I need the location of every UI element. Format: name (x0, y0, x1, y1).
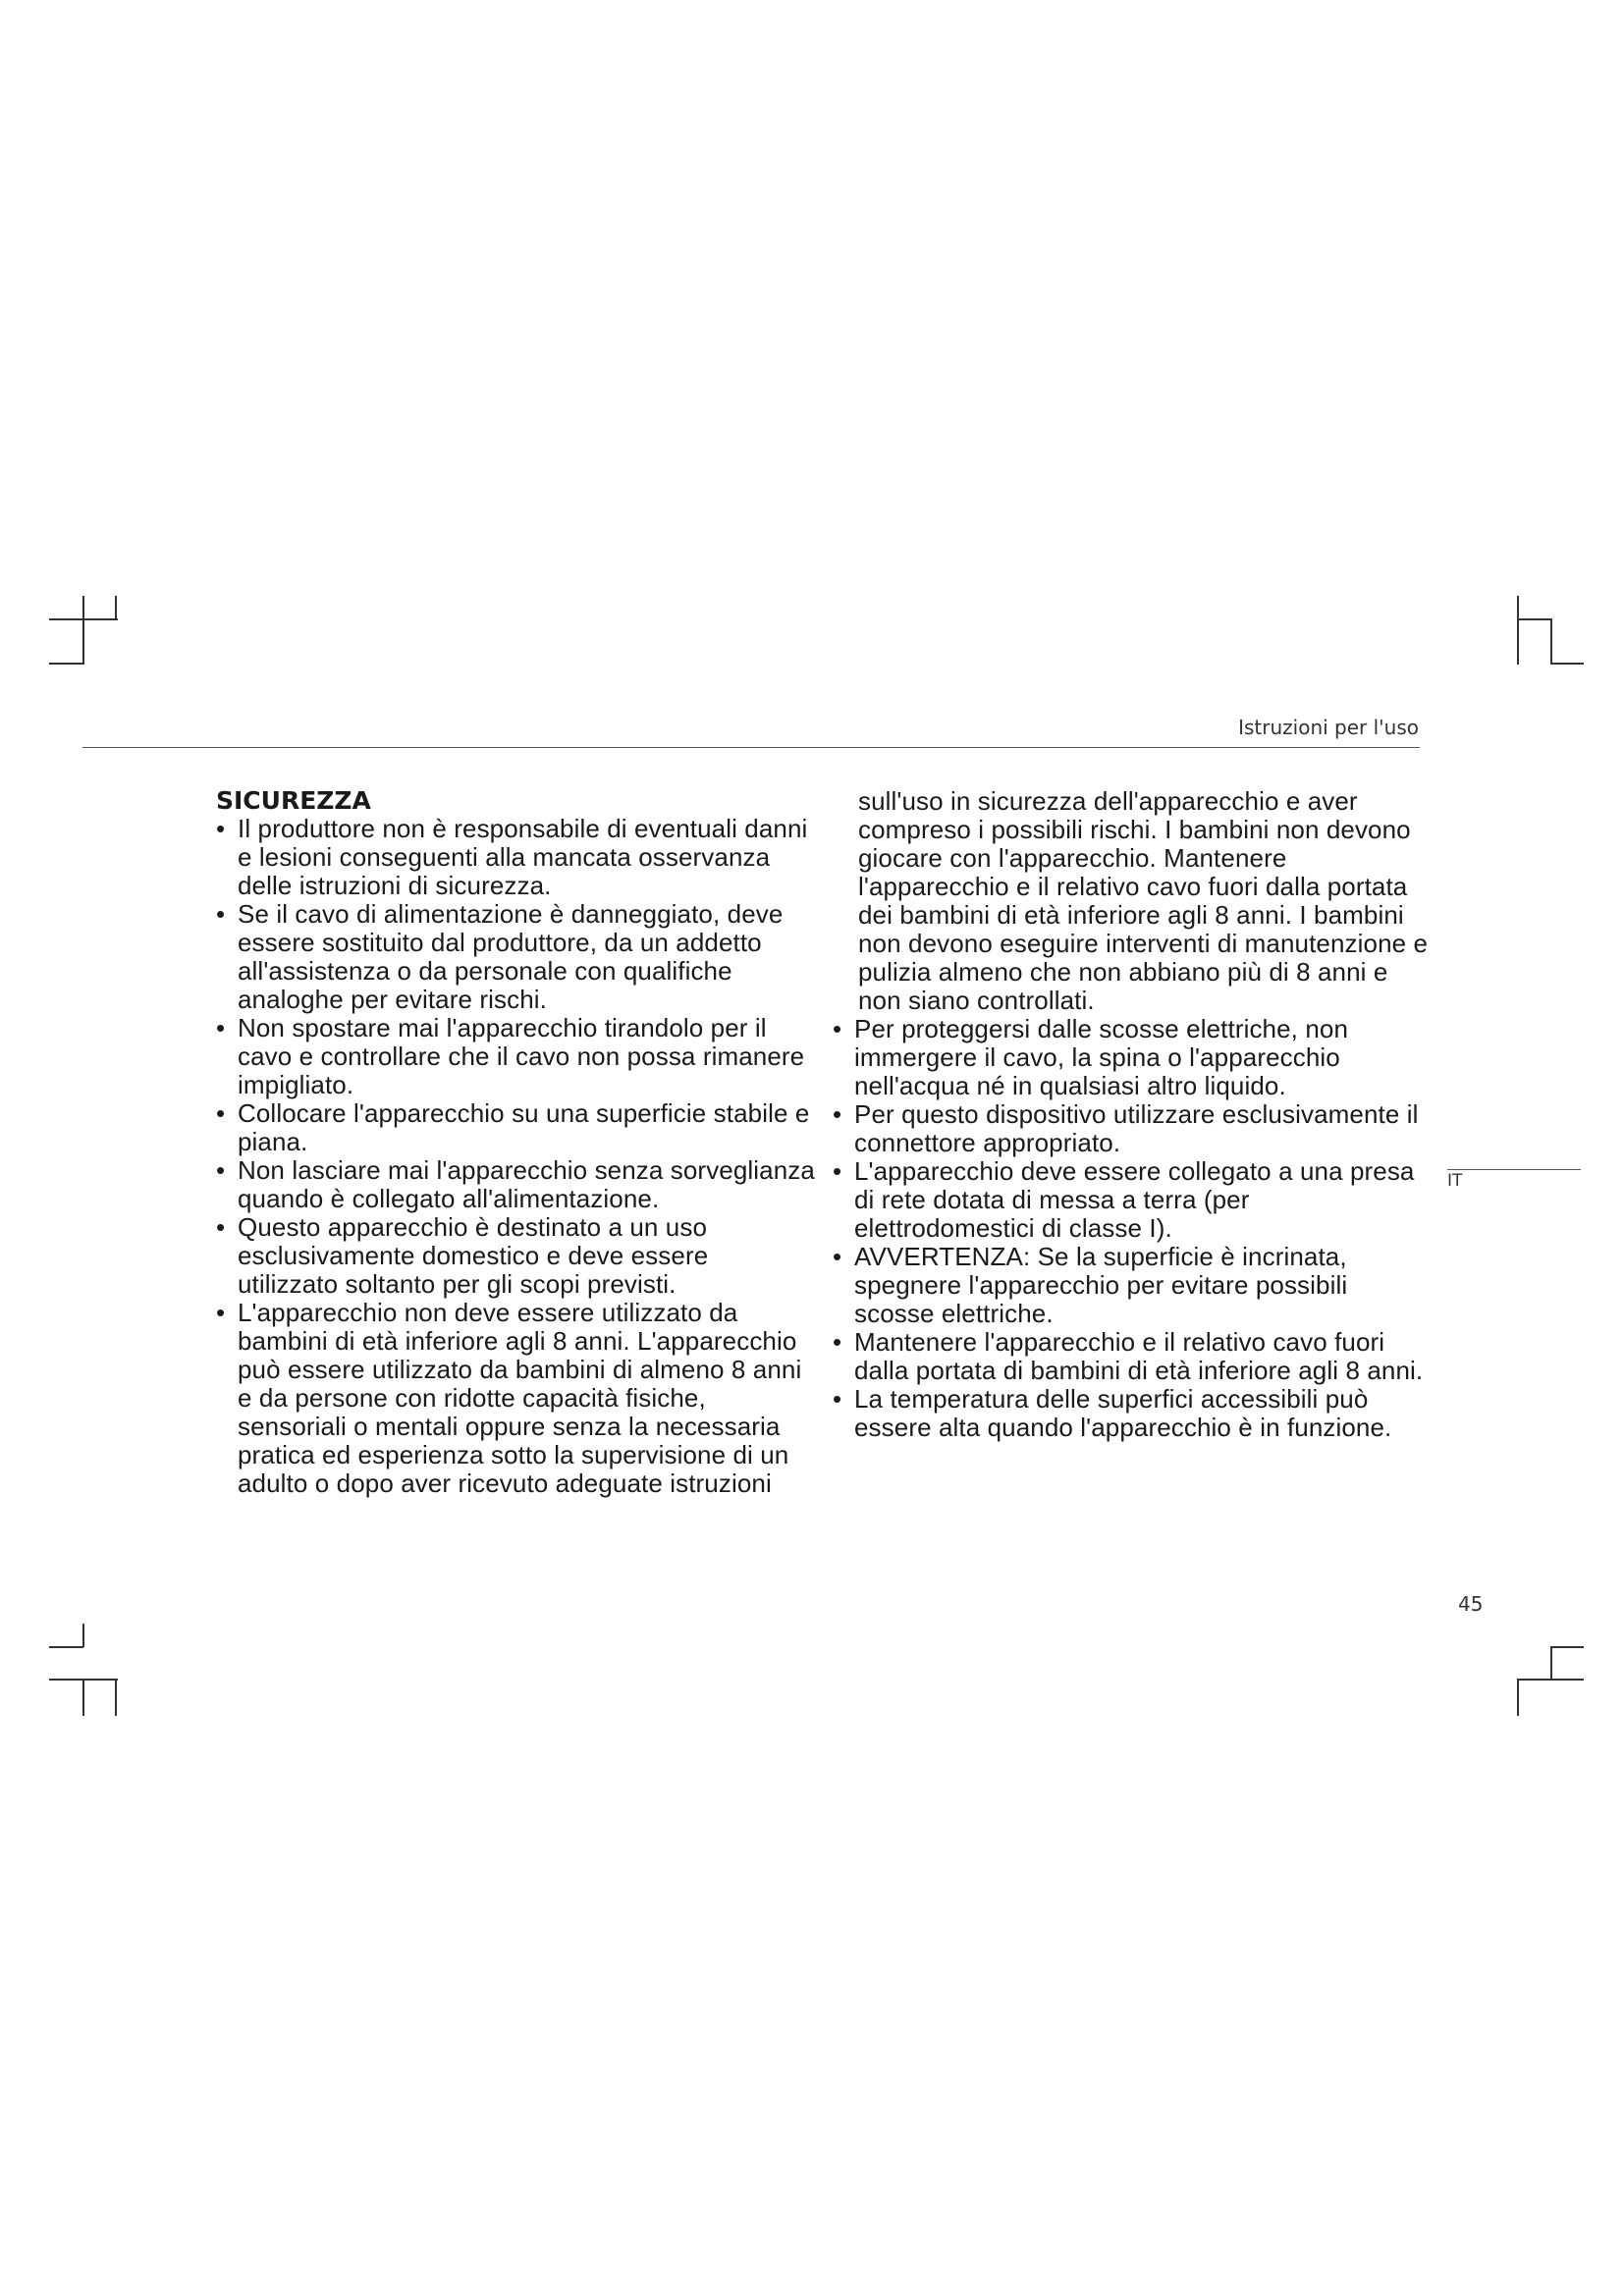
crop-mark-top-left-vertical-inner (115, 596, 117, 619)
safety-item: • Non lasciare mai l'apparecchio senza sorveglianza quando è collegato all'alimentazione. (216, 1156, 815, 1213)
crop-mark-bottom-right-horizontal-inner (1517, 1679, 1584, 1681)
crop-mark-bottom-left-vertical-inner (82, 1679, 84, 1716)
safety-item: • Per proteggersi dalle scosse elettriche, non immergere il cavo, la spina o l'apparecchio nell'acqua né in qualsiasi altro liquido. (833, 1015, 1434, 1100)
running-header-title: Istruzioni per l'uso (1238, 716, 1419, 739)
crop-mark-top-right-vertical-inner (1550, 618, 1552, 665)
crop-mark-bottom-right-vertical-inner (1517, 1679, 1519, 1716)
crop-mark-bottom-left-horizontal (49, 1646, 83, 1648)
crop-mark-bottom-right-vertical (1550, 1646, 1552, 1680)
safety-item: • L'apparecchio deve essere collegato a una presa di rete dotata di messa a terra (per elettrodomestici di classe I). (833, 1157, 1434, 1243)
safety-item: • Questo apparecchio è destinato a un uso esclusivamente domestico e deve essere utilizzato soltanto per gli scopi previsti. (216, 1213, 815, 1299)
crop-mark-top-right-horizontal-inner (1550, 663, 1584, 665)
safety-item: • Per questo dispositivo utilizzare esclusivamente il connettore appropriato. (833, 1100, 1434, 1157)
safety-item: • La temperatura delle superfici accessibili può essere alta quando l'apparecchio è in funzione. (833, 1385, 1434, 1442)
safety-item: • Il produttore non è responsabile di eventuali danni e lesioni conseguenti alla mancata osservanza delle istruzioni di sicurezza. (216, 815, 815, 900)
header-divider (82, 747, 1420, 748)
safety-item: • AVVERTENZA: Se la superficie è incrinata, spegnere l'apparecchio per evitare possibili scosse elettriche. (833, 1243, 1434, 1328)
safety-item: • Se il cavo di alimentazione è danneggiato, deve essere sostituito dal produttore, da un addetto all'assistenza o da personale con qualifiche analoghe per evitare rischi. (216, 900, 815, 1014)
section-heading: SICUREZZA (216, 786, 371, 815)
left-column (216, 787, 815, 1498)
right-column (833, 787, 1434, 1442)
crop-mark-bottom-left-vertical (82, 1624, 84, 1647)
language-tab-label: IT (1447, 1171, 1463, 1191)
continued-paragraph: sull'uso in sicurezza dell'apparecchio e aver compreso i possibili rischi. I bambini non devono giocare con l'apparecchio. Mantenere l'apparecchio e il relativo cavo fuori dalla portata dei bambini di età inferiore agli 8 anni. I bambini non devono eseguire interventi di manutenzione e pulizia almeno che non abbiano più di 8 anni e non siano controllati. (858, 786, 1429, 1015)
crop-mark-bottom-right-horizontal (1550, 1646, 1584, 1648)
crop-mark-top-right-horizontal (1517, 618, 1551, 620)
crop-mark-top-right-vertical (1517, 596, 1519, 665)
safety-item: • Collocare l'apparecchio su una superficie stabile e piana. (216, 1099, 815, 1156)
crop-mark-top-left-vertical (82, 596, 84, 665)
safety-item: • L'apparecchio non deve essere utilizzato da bambini di età inferiore agli 8 anni. L'apparecchio può essere utilizzato da bambini di almeno 8 anni e da persone con ridotte capacità fisiche, sensoriali o mentali oppure senza la necessaria pratica ed esperienza sotto la supervisione di un adulto o dopo aver ricevuto adeguate istruzioni (216, 1299, 815, 1498)
page-number: 45 (1458, 1592, 1484, 1616)
safety-item: • Non spostare mai l'apparecchio tirandolo per il cavo e controllare che il cavo non possa rimanere impigliato. (216, 1014, 815, 1099)
crop-mark-bottom-left-vertical-inner-2 (115, 1679, 117, 1716)
safety-item: • Mantenere l'apparecchio e il relativo cavo fuori dalla portata di bambini di età inferiore agli 8 anni. (833, 1328, 1434, 1385)
crop-mark-top-left-horizontal-inner (49, 663, 83, 665)
left-safety-list (216, 815, 815, 1498)
language-tab-rule (1447, 1169, 1581, 1170)
right-safety-list (833, 1015, 1434, 1442)
